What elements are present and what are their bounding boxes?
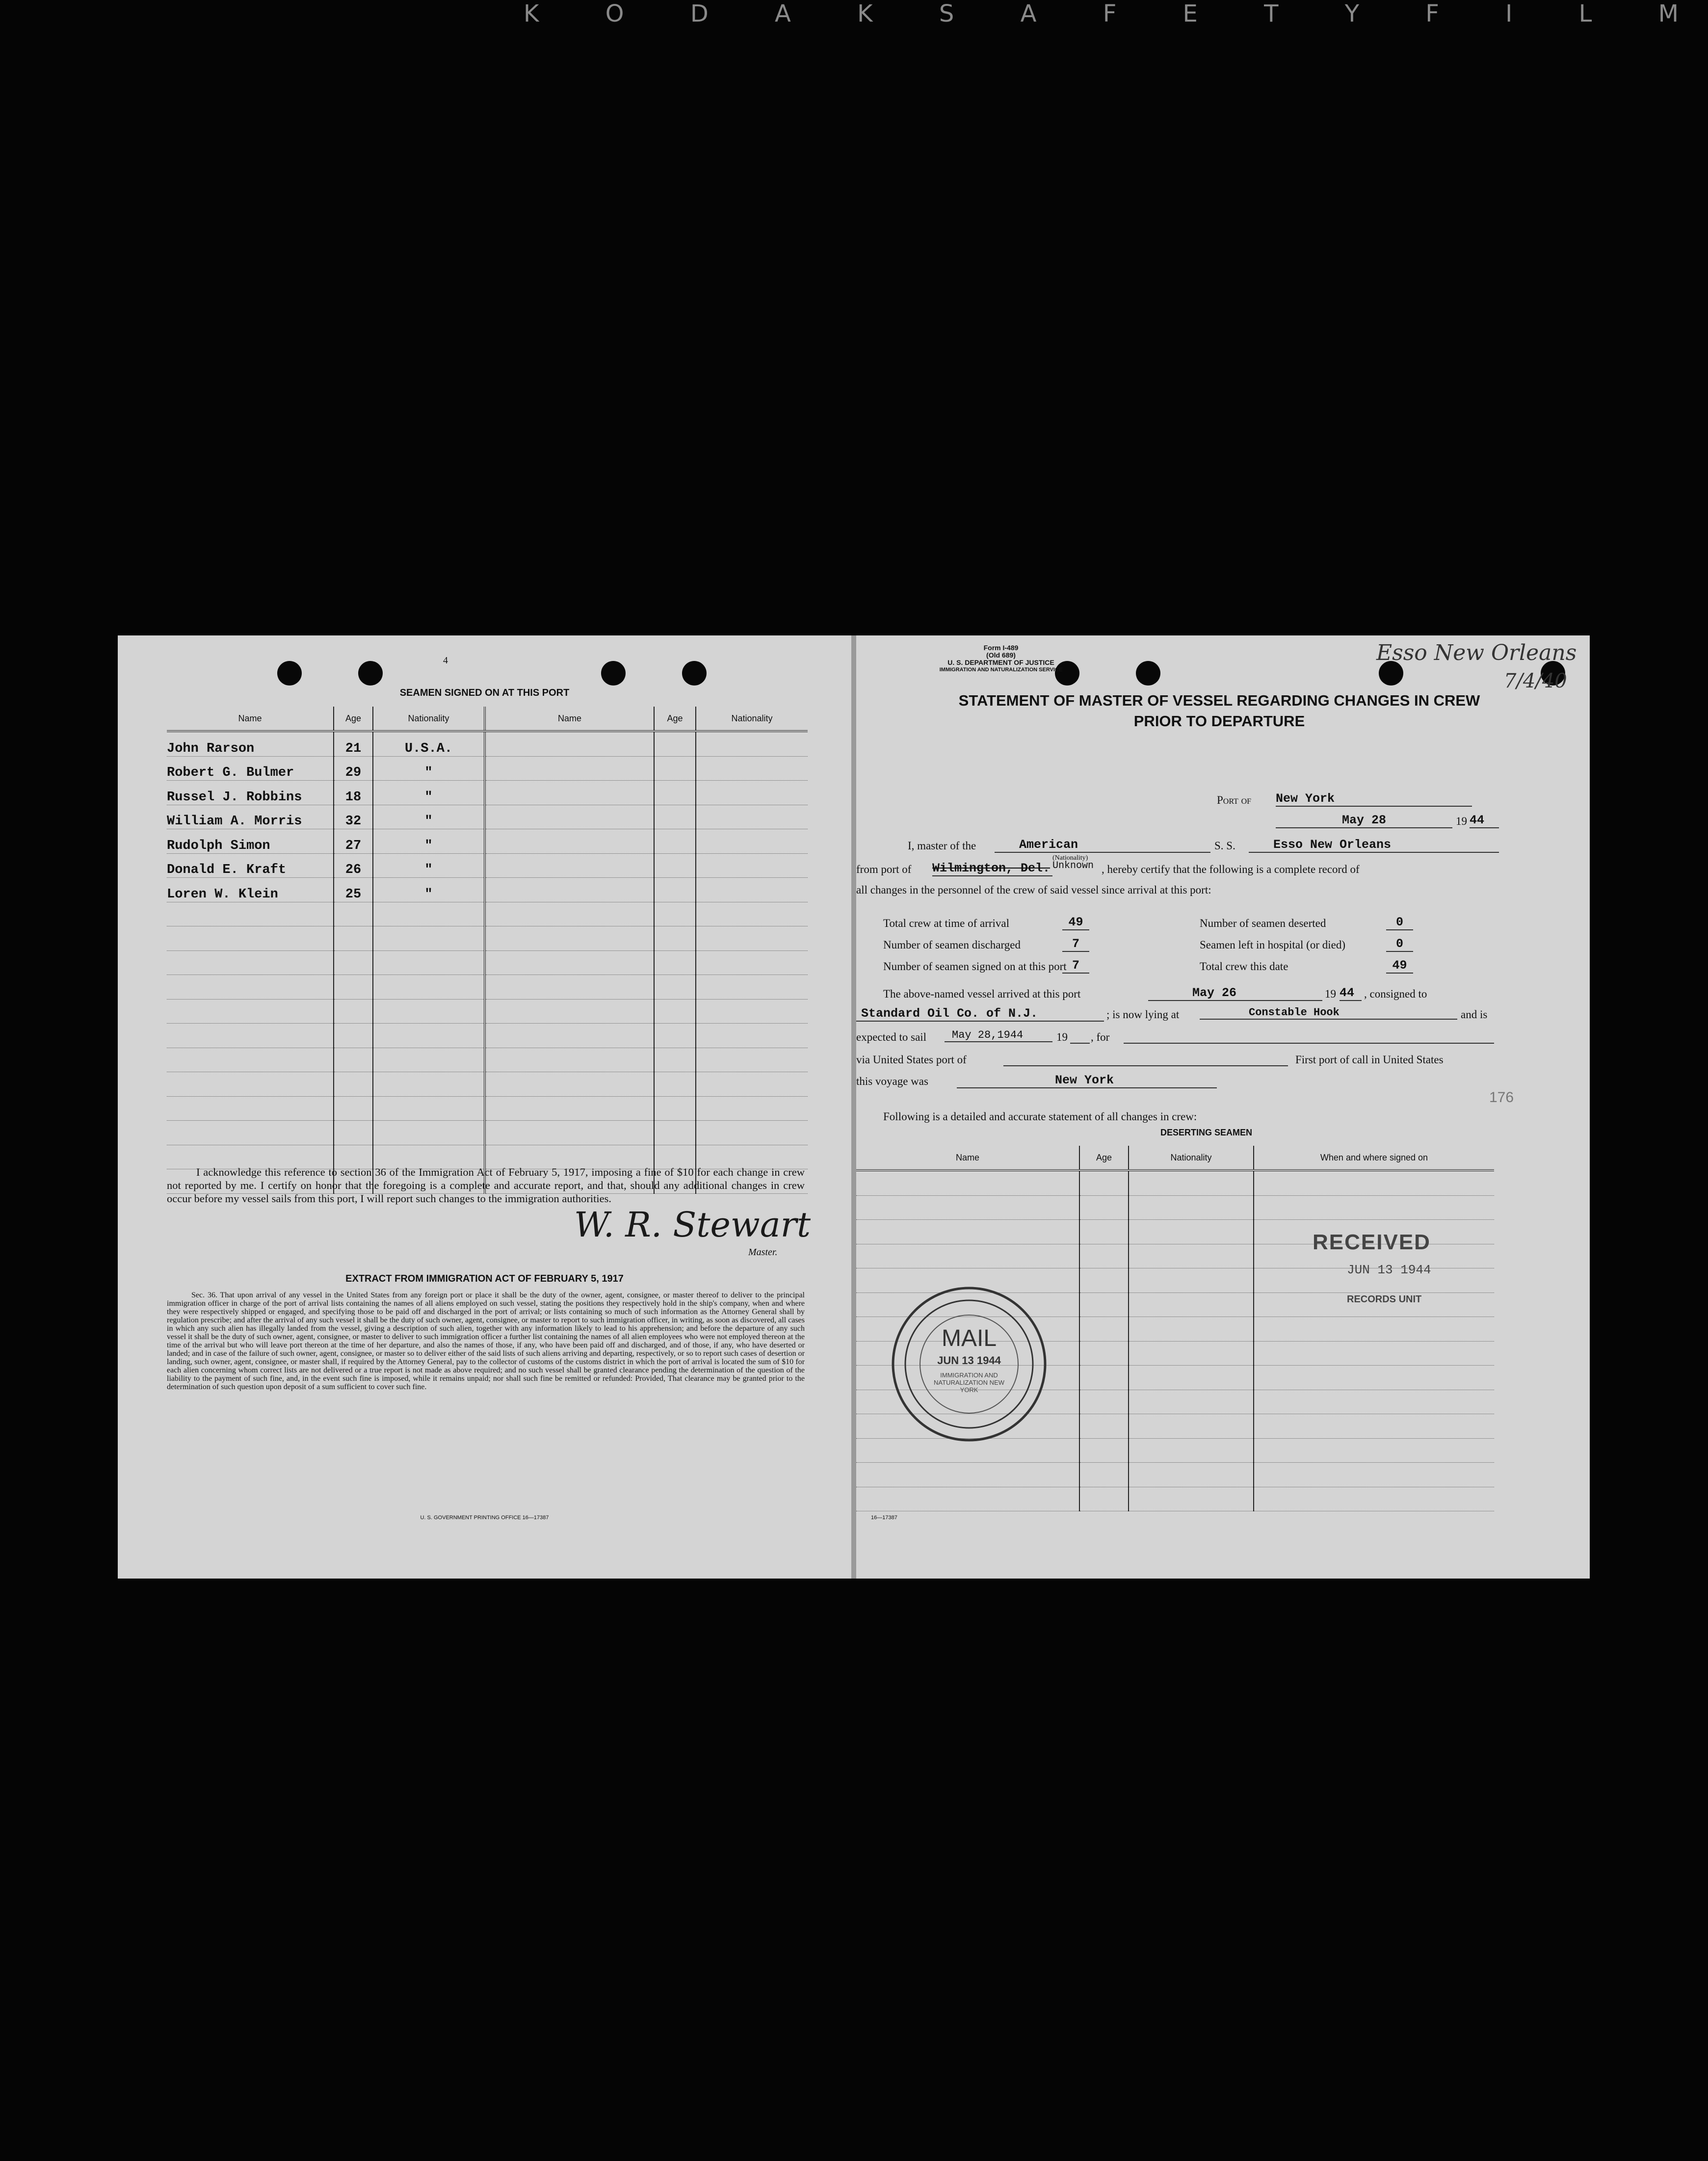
seaman-name [167,1024,334,1048]
stat-label: Number of seamen signed on at this port [883,960,1067,973]
stat-value: 7 [1062,958,1089,974]
nationality-value: American [995,838,1210,853]
punch-hole [277,661,302,685]
deserter-age [1079,1292,1129,1317]
deserter-nationality [1129,1390,1254,1414]
table-row [167,902,808,926]
table-row [856,1487,1494,1511]
punch-hole [601,661,626,685]
punch-hole [1136,661,1160,685]
seaman-nationality [696,829,808,854]
deserter-age [1079,1414,1129,1439]
seaman-name [485,902,654,926]
deserter-nationality [1129,1244,1254,1268]
form-footer: 16—17387 [871,1515,897,1521]
mail-stamp-ring-text: IMMIGRATION AND NATURALIZATION NEW YORK [934,1371,1004,1394]
printing-office-note: U. S. GOVERNMENT PRINTING OFFICE 16—17387 [420,1515,549,1521]
certify-text: , hereby certify that the following is a complete record of [1102,863,1360,875]
arrived-date: May 26 [1148,986,1322,1001]
table-row [856,1195,1494,1220]
master-signature: W. R. Stewart [574,1205,811,1245]
seaman-name: Rudolph Simon [167,829,334,854]
acknowledgement-text: I acknowledge this reference to section 36 of the Immigration Act of February 5, 1917, imposing a fine of $10 for each change in crew not reported by me. I certify on honor that the foregoing is a complete and accurate report, and that, should any additional changes in crew occur before my vessel sails from this port, I will report such changes to the immigration authorities. [167,1166,805,1205]
seaman-nationality [696,975,808,1000]
seaman-name [167,1048,334,1072]
form-header [908,644,1094,674]
deserter-nationality [1129,1414,1254,1439]
seaman-age [654,805,696,829]
deserter-nationality [1129,1438,1254,1463]
seaman-age [334,975,373,1000]
seaman-name [485,805,654,829]
seaman-name [485,756,654,781]
seaman-age [654,853,696,878]
table-row [167,1024,808,1048]
deserter-name [856,1170,1079,1195]
year-value: 44 [1470,813,1499,828]
deserter-nationality [1129,1487,1254,1511]
seaman-name [167,1121,334,1145]
consigned-label: , consigned to [1364,988,1427,1000]
stat-label: Total crew this date [1200,960,1288,973]
stat-label: Number of seamen deserted [1200,917,1326,929]
column-header-nationality: Nationality [1129,1146,1254,1170]
sail-label: expected to sail [856,1031,927,1043]
seaman-age [334,999,373,1024]
seaman-nationality [696,1121,808,1145]
table-row [167,829,808,854]
seaman-age [654,756,696,781]
deserter-nationality [1129,1268,1254,1293]
table-row [167,1048,808,1072]
seaman-name [485,853,654,878]
statement-title-line2: PRIOR TO DEPARTURE [1133,712,1305,730]
seaman-nationality [373,1072,485,1097]
seaman-name [167,1072,334,1097]
seaman-nationality: " [373,878,485,902]
deserter-signed-on [1254,1487,1494,1511]
department-name: U. S. DEPARTMENT OF JUSTICE [947,659,1054,666]
seaman-age [654,975,696,1000]
received-date-stamp: JUN 13 1944 [1347,1263,1431,1277]
deserter-nationality [1129,1170,1254,1195]
seaman-age [654,1024,696,1048]
seaman-name [485,829,654,854]
table-row [167,950,808,975]
seaman-age: 21 [334,731,373,756]
seaman-age: 18 [334,781,373,805]
seaman-nationality: " [373,781,485,805]
seaman-age [334,950,373,975]
seaman-name [485,1072,654,1097]
seaman-nationality [696,999,808,1024]
deserter-age [1079,1244,1129,1268]
deserter-age [1079,1366,1129,1390]
table-row [167,878,808,902]
seaman-name [485,926,654,951]
seaman-age [654,878,696,902]
master-label: I, master of the [908,840,976,852]
seaman-age [654,829,696,854]
seaman-age [334,1048,373,1072]
deserter-age [1079,1195,1129,1220]
all-changes-text: all changes in the personnel of the crew of said vessel since arrival at this port: [856,884,1211,896]
table-row [167,1096,808,1121]
seaman-nationality [373,975,485,1000]
seaman-age [334,902,373,926]
sail-value: May 28,1944 [945,1029,1052,1042]
seaman-name [167,950,334,975]
seaman-name [485,950,654,975]
deserter-age [1079,1341,1129,1366]
table-header-row [167,707,808,731]
seaman-name [485,781,654,805]
seaman-age [654,1072,696,1097]
column-header-name: Name [485,707,654,731]
column-header-when-where: When and where signed on [1254,1146,1494,1170]
table-row [167,975,808,1000]
page-number: 4 [443,655,448,666]
seaman-age [334,1024,373,1048]
table-row [167,853,808,878]
deserter-name [856,1487,1079,1511]
stat-value: 0 [1386,937,1413,952]
ship-name: Esso New Orleans [1249,838,1499,853]
stat-value: 49 [1386,958,1413,974]
seaman-age [334,1072,373,1097]
column-header-nationality: Nationality [696,707,808,731]
destination-blank [1124,1029,1494,1044]
table-row [167,731,808,756]
seaman-name [167,975,334,1000]
bleed-through-number: 176 [1489,1089,1514,1106]
seaman-nationality [373,950,485,975]
seaman-name [485,999,654,1024]
table-row [856,1463,1494,1487]
seaman-name [167,1096,334,1121]
voyage-value: New York [957,1073,1217,1088]
port-label: Port of [1217,794,1252,806]
records-unit-stamp: RECORDS UNIT [1347,1294,1422,1305]
mail-stamp-word: MAIL [941,1325,997,1351]
deserter-nationality [1129,1317,1254,1342]
column-header-age: Age [654,707,696,731]
from-port-label: from port of [856,863,912,875]
column-header-name: Name [856,1146,1079,1170]
seaman-name [485,1048,654,1072]
via-blank [1003,1052,1288,1066]
seaman-age [334,1096,373,1121]
deserter-signed-on [1254,1463,1494,1487]
signature-label: Master. [748,1247,778,1258]
seaman-name [485,731,654,756]
first-port-label: First port of call in United States [1295,1054,1444,1066]
stat-value: 0 [1386,915,1413,930]
from-port-correction: Unknown [1052,860,1094,871]
seaman-nationality: " [373,829,485,854]
from-port-value: Wilmington, Del. [932,861,1052,876]
seaman-age [654,1096,696,1121]
seaman-name: William A. Morris [167,805,334,829]
seaman-nationality [696,731,808,756]
following-label: Following is a detailed and accurate statement of all changes in crew: [883,1110,1197,1123]
deserter-nationality [1129,1292,1254,1317]
deserter-signed-on [1254,1317,1494,1342]
film-edge-markings: K O D A K S A F E T Y F I L M [524,0,1708,27]
deserter-age [1079,1438,1129,1463]
stat-label: Seamen left in hospital (or died) [1200,939,1346,951]
table-header-row [856,1146,1494,1170]
seaman-age: 25 [334,878,373,902]
consignee: Standard Oil Co. of N.J. [856,1006,1104,1022]
deserter-signed-on [1254,1438,1494,1463]
deserter-signed-on [1254,1390,1494,1414]
seaman-age: 29 [334,756,373,781]
seaman-name [485,1024,654,1048]
deserter-signed-on [1254,1170,1494,1195]
received-stamp: RECEIVED [1313,1230,1431,1254]
seaman-name [485,878,654,902]
lying-value: Constable Hook [1200,1006,1457,1020]
service-name: IMMIGRATION AND NATURALIZATION SERVICE [939,667,1063,673]
deserter-nationality [1129,1195,1254,1220]
deserter-signed-on [1254,1341,1494,1366]
table-row [167,756,808,781]
deserter-name [856,1244,1079,1268]
and-is: and is [1461,1008,1488,1021]
seaman-nationality [696,1072,808,1097]
extract-title: EXTRACT FROM IMMIGRATION ACT OF FEBRUARY 5, 1917 [345,1273,624,1284]
seaman-nationality [373,1024,485,1048]
stat-label: Number of seamen discharged [883,939,1021,951]
deserter-age [1079,1463,1129,1487]
seaman-age [654,1121,696,1145]
deserter-nationality [1129,1463,1254,1487]
date-value: May 28 [1276,813,1452,828]
deserting-seamen-title: DESERTING SEAMEN [1160,1128,1253,1137]
table-row [167,1072,808,1097]
deserter-name [856,1220,1079,1244]
punch-hole [682,661,707,685]
sail-year-prefix: 19 [1056,1031,1068,1043]
arrived-year-prefix: 19 [1325,988,1336,1000]
seaman-nationality [696,756,808,781]
seaman-nationality [696,950,808,975]
seaman-nationality [696,1024,808,1048]
seaman-name [167,902,334,926]
seaman-nationality [373,1096,485,1121]
stat-label: Total crew at time of arrival [883,917,1010,929]
deserter-signed-on [1254,1366,1494,1390]
nationality-caption: (Nationality) [1052,854,1088,862]
deserter-name [856,1463,1079,1487]
seaman-nationality: " [373,805,485,829]
table-row [167,805,808,829]
seaman-nationality [696,1096,808,1121]
seaman-name [485,1096,654,1121]
seaman-age: 27 [334,829,373,854]
seaman-nationality [373,902,485,926]
center-fold [851,635,856,1579]
seaman-age [654,950,696,975]
deserter-age [1079,1220,1129,1244]
deserter-age [1079,1170,1129,1195]
seaman-nationality [373,1048,485,1072]
statement-title-line1: STATEMENT OF MASTER OF VESSEL REGARDING CHANGES IN CREW [958,692,1480,709]
left-page [118,635,851,1579]
via-label: via United States port of [856,1054,967,1066]
arrived-label: The above-named vessel arrived at this port [883,988,1081,1000]
column-header-name: Name [167,707,334,731]
ss-label: S. S. [1214,840,1235,852]
column-header-nationality: Nationality [373,707,485,731]
deserter-age [1079,1317,1129,1342]
handwritten-mark: 7/4/40 [1504,670,1567,692]
table-row [167,926,808,951]
seaman-nationality [696,853,808,878]
stat-value: 49 [1062,915,1089,930]
seaman-name [485,1121,654,1145]
punch-hole [358,661,383,685]
seaman-name: Loren W. Klein [167,878,334,902]
column-header-age: Age [1079,1146,1129,1170]
seaman-nationality: U.S.A. [373,731,485,756]
seaman-nationality: " [373,756,485,781]
section-title: SEAMEN SIGNED ON AT THIS PORT [399,687,570,698]
for-label: , for [1091,1031,1110,1043]
mail-postmark-stamp [888,1283,1050,1445]
table-row [167,999,808,1024]
document-sheet [118,635,1590,1579]
deserter-name [856,1195,1079,1220]
seaman-name [167,999,334,1024]
seaman-name [167,926,334,951]
seaman-name [485,975,654,1000]
column-header-age: Age [334,707,373,731]
seaman-nationality [696,878,808,902]
seaman-name: Donald E. Kraft [167,853,334,878]
arrived-year: 44 [1340,986,1362,1001]
seaman-age [654,781,696,805]
table-row [856,1170,1494,1195]
deserter-age [1079,1268,1129,1293]
handwritten-note: Esso New Orleans [1376,640,1577,665]
lying-label: ; is now lying at [1106,1008,1180,1021]
seaman-age [334,1121,373,1145]
deserter-nationality [1129,1341,1254,1366]
seaman-age [654,731,696,756]
right-page [856,635,1590,1579]
seaman-age [654,1048,696,1072]
deserter-age [1079,1487,1129,1511]
seaman-age [334,926,373,951]
seaman-age [654,926,696,951]
seaman-nationality [373,999,485,1024]
deserter-nationality [1129,1220,1254,1244]
form-old-number: (Old 689) [986,651,1016,659]
deserter-nationality [1129,1366,1254,1390]
seaman-name: Robert G. Bulmer [167,756,334,781]
seaman-nationality [696,926,808,951]
form-number: Form I-489 [983,644,1019,652]
table-row [167,1121,808,1145]
seaman-name: Russel J. Robbins [167,781,334,805]
deserter-age [1079,1390,1129,1414]
seamen-signed-on-table [167,707,808,1194]
seaman-nationality [373,926,485,951]
sail-year-blank [1070,1029,1090,1044]
extract-body: Sec. 36. That upon arrival of any vessel in the United States from any foreign port or place it shall be the duty of the owner, agent, consignee, or master thereof to deliver to the principal immigration officer in charge of the port of arrival lists containing the names of all aliens employed on such vessel, stating the positions they respectively hold in the ship's company, when and where they were respectively shipped or engaged, and specifying those to be paid off and discharged in the port of arrival; or lists containing so much of such information as the Attorney General shall by regulation prescribe; and after the arrival of any such vessel it shall be the duty of such owner, agent, consignee, or master to report to such immigration officer, in writing, as soon as discovered, all cases in which any such alien has illegally landed from the vessel, giving a description of such alien, together with any information likely to lead to his apprehension; and before the departure of any such vessel it shall be the duty of such owner, agent, consignee, or master to deliver to such immigration officer a further list containing the names of all alien employees who were not employed thereon at the time of the arrival but who will leave port thereon at the time of her departure, and also the names of those, if any, who have been paid off and discharged, and of those, if any, who have deserted or landed; and in case of the failure of such owner, agent, consignee, or master so to deliver either of the said lists of such aliens arriving and departing, respectively, or so to report such cases of desertion or landing, such owner, agent, consignee, or master shall, if required by the Attorney General, pay to the collector of customs of the customs district in which the port of arrival is located the sum of $10 for each alien concerning whom correct lists are not delivered or a true report is not made as above required; and no such vessel shall be granted clearance pending the determination of the question of the liability to the payment of such fine, and, in the event such fine is imposed, while it remains unpaid; nor shall such fine be remitted or refunded: Provided, That clearance may be granted prior to the determination of such question upon deposit of a sum sufficient to cover such fine. [167,1291,805,1391]
seaman-nationality [696,781,808,805]
deserter-signed-on [1254,1414,1494,1439]
seaman-nationality [696,805,808,829]
seaman-nationality: " [373,853,485,878]
seaman-age: 26 [334,853,373,878]
statement-title [895,690,1543,732]
seaman-nationality [696,1048,808,1072]
stat-value: 7 [1062,937,1089,952]
seaman-age: 32 [334,805,373,829]
table-row [167,781,808,805]
seaman-name: John Rarson [167,731,334,756]
deserter-signed-on [1254,1195,1494,1220]
voyage-label: this voyage was [856,1075,928,1087]
seaman-age [654,999,696,1024]
seaman-nationality [696,902,808,926]
port-value: New York [1276,791,1472,807]
seaman-nationality [373,1121,485,1145]
mail-stamp-date: JUN 13 1944 [937,1354,1001,1367]
seaman-age [654,902,696,926]
year-prefix: 19 [1456,815,1467,827]
